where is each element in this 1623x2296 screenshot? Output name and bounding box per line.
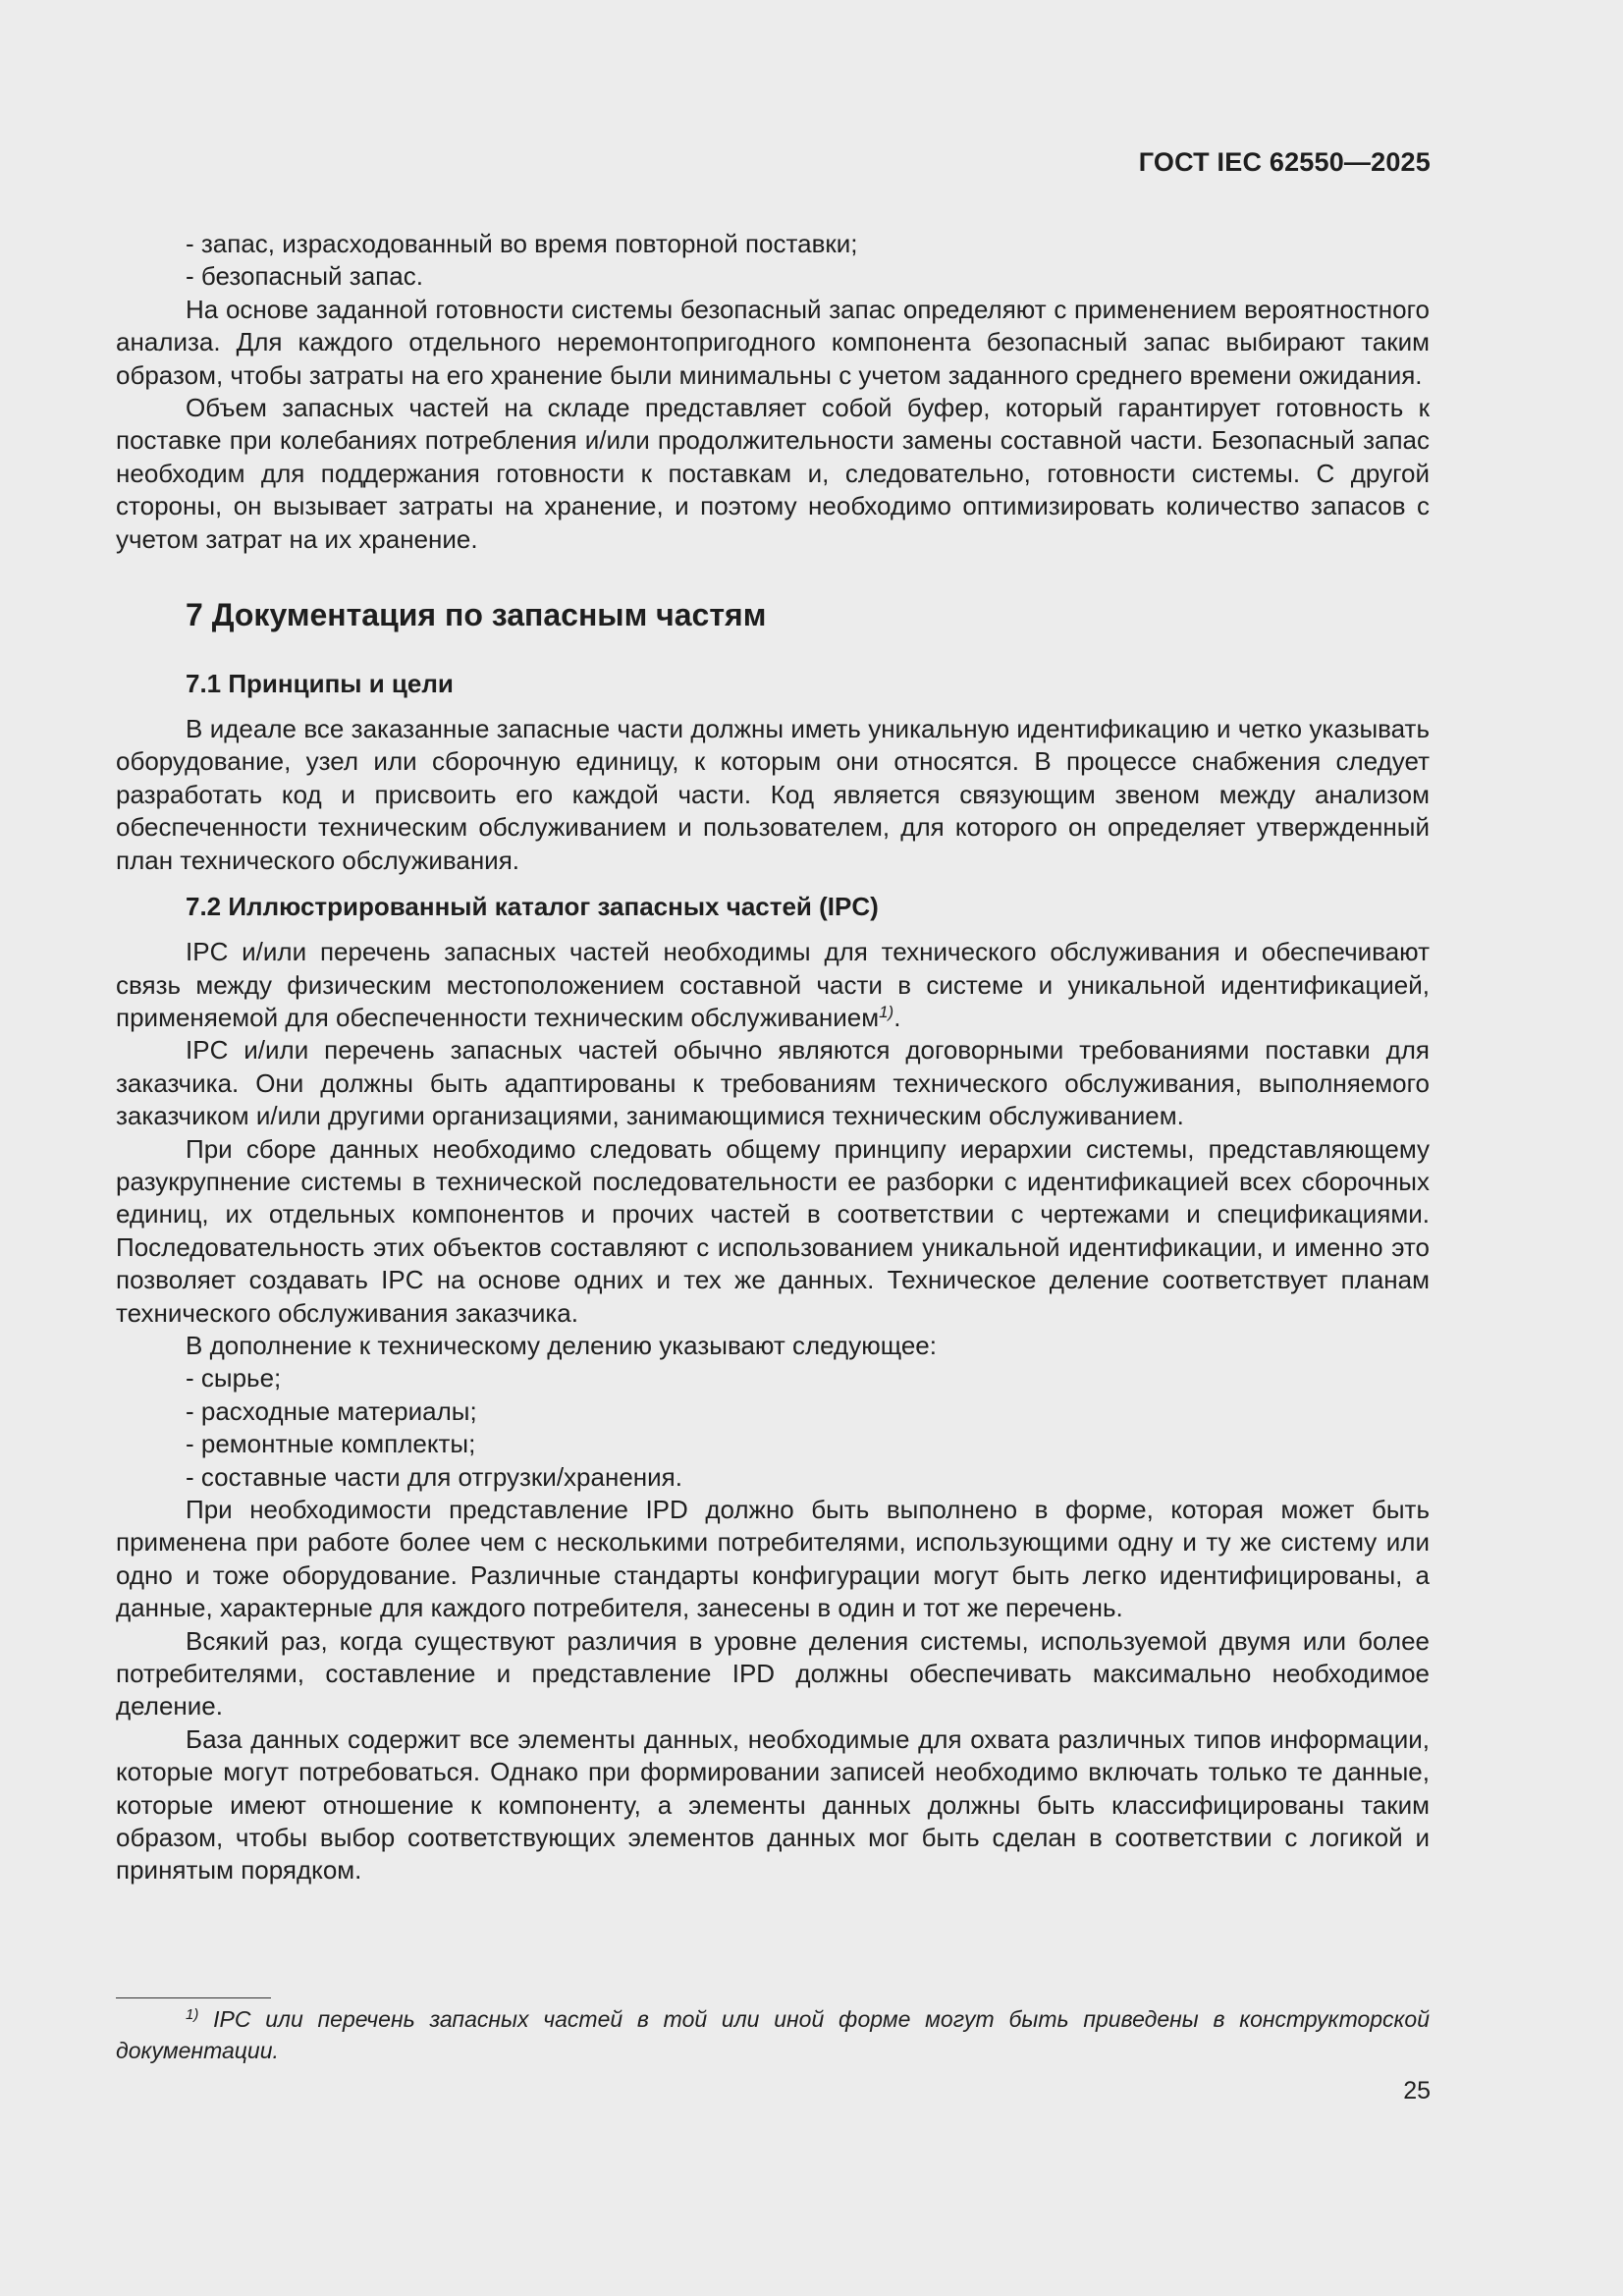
paragraph: В идеале все заказанные запасные части должны иметь уникальную идентификацию и четко указывать оборудование, узел или сборочную единицу, к которым они относятся. В процессе снабжения следует разработать код и присвоить его каждой части. Код является связующим звеном между анализом обеспеченности техническим обслуживанием и пользователем, для которого он определяет утвержденный план технического обслуживания. [116, 714, 1430, 875]
paragraph: При сборе данных необходимо следовать общему принципу иерархии системы, представляющему разукрупнение системы в технической последовательности ее разборки с идентификацией всех сборочных единиц, их отдельных компонентов и прочих частей в соответствии с чертежами и спецификациями. Последовательность этих объектов составляют с использованием уникальной идентификации, и именно это позволяет создавать IPC на основе одних и тех же данных. Техническое деление соответствует планам технического обслуживания заказчика. [116, 1133, 1430, 1328]
paragraph: В дополнение к техническому делению указывают следующее: [186, 1330, 937, 1360]
footnote [116, 2003, 1430, 2066]
list-item: - составные части для отгрузки/хранения. [186, 1461, 682, 1492]
footnote-text: IPC или перечень запасных частей в той или иной форме могут быть приведены в конструкторской документации. [116, 2006, 1430, 2063]
paragraph: На основе заданной готовности системы безопасный запас определяют с применением вероятностного анализа. Для каждого отдельного неремонтопригодного компонента безопасный запас выбирают таким образом, чтобы затраты на его хранение были минимальны с учетом заданного среднего времени ожидания. [116, 294, 1430, 390]
footnote-mark: 1) [186, 2006, 199, 2023]
list-item: - сырье; [186, 1363, 282, 1394]
paragraph-end: . [893, 1002, 901, 1032]
paragraph: Объем запасных частей на складе представляет собой буфер, который гарантирует готовность к поставке при колебаниях потребления и/или продолжительности замены составной части. Безопасный запас необходим для поддержания готовности к поставкам и, следовательно, готовности системы. С другой стороны, он вызывает затраты на хранение, и поэтому необходимо оптимизировать количество запасов с учетом затрат на их хранение. [116, 393, 1430, 554]
paragraph [116, 936, 1430, 1034]
paragraph: IPC и/или перечень запасных частей обычно являются договорными требованиями поставки для заказчика. Они должны быть адаптированы к требованиям технического обслуживания, выполняемого заказчиком и/или другими организациями, занимающимися техническим обслуживанием. [116, 1035, 1430, 1131]
list-item: - безопасный запас. [186, 261, 423, 292]
document-code-header: ГОСТ IEC 62550—2025 [1138, 147, 1431, 177]
list-item: - ремонтные комплекты; [186, 1429, 476, 1459]
footnote-separator [116, 1997, 271, 1998]
section-7-2-heading: 7.2 Иллюстрированный каталог запасных частей (IPC) [186, 892, 879, 922]
paragraph: Всякий раз, когда существуют различия в уровне деления системы, используемой двумя или более потребителями, составление и представление IPD должны обеспечивать максимально необходимое деление. [116, 1625, 1430, 1722]
list-item: - расходные материалы; [186, 1395, 477, 1426]
section-7-heading: 7 Документация по запасным частям [186, 597, 767, 633]
paragraph: База данных содержит все элементы данных, необходимые для охвата различных типов информации, которые могут потребоваться. Однако при формировании записей необходимо включать только те данные, которые имеют отношение к компоненту, а элементы данных должны быть классифицированы таким образом, чтобы выбор соответствующих элементов данных мог быть сделан в соответствии с логикой и принятым порядком. [116, 1723, 1430, 1886]
footnote-reference: 1) [879, 1002, 894, 1021]
paragraph: При необходимости представление IPD должно быть выполнено в форме, которая может быть применена при работе более чем с несколькими потребителями, использующими одну и ту же систему или одно и тоже оборудование. Различные стандарты конфигурации могут быть легко идентифицированы, а данные, характерные для каждого потребителя, занесены в один и тот же перечень. [116, 1495, 1430, 1623]
list-item: - запас, израсходованный во время повторной поставки; [186, 229, 858, 258]
page-number: 25 [1403, 2077, 1431, 2105]
paragraph-text: IPC и/или перечень запасных частей необходимы для технического обслуживания и обеспечивают связь между физическим местоположением составной части в системе и уникальной идентификацией, применяемой для обеспеченности техническим обслуживанием [116, 937, 1430, 1032]
page-content [116, 228, 1430, 1887]
section-7-1-heading: 7.1 Принципы и цели [186, 669, 454, 699]
